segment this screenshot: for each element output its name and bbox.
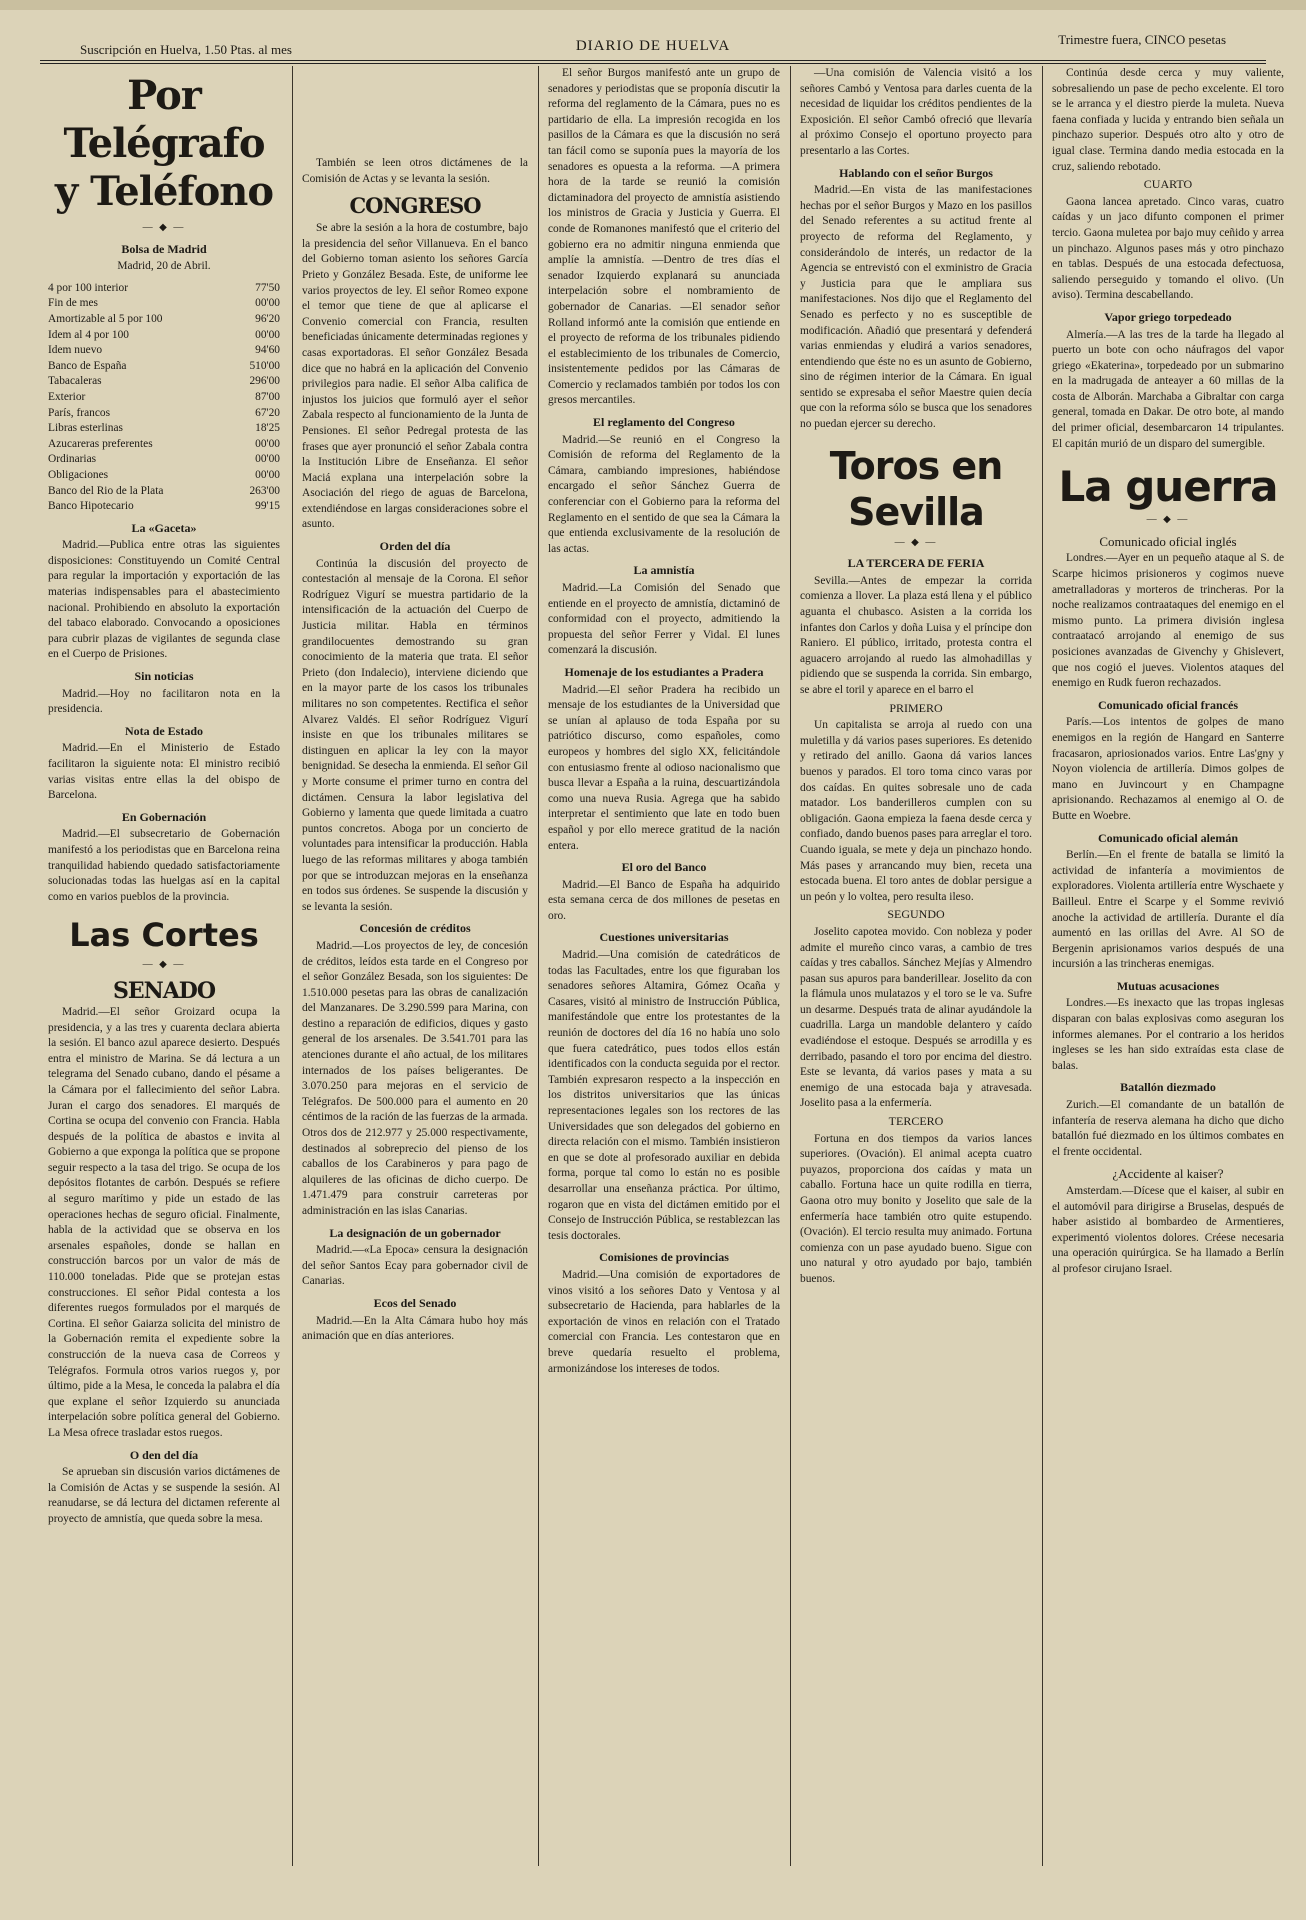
cortes-title: Las Cortes	[69, 916, 259, 955]
stock-value: 00'00	[255, 437, 280, 450]
stock-value: 18'25	[255, 422, 280, 435]
stock-row	[48, 499, 280, 515]
col2-intro: También se leen otros dictámenes de la Comisión de Actas y se levanta la sesión.	[302, 157, 528, 185]
burgos-title: Hablando con el señor Burgos	[839, 165, 993, 180]
ornament: — ◆ —	[142, 959, 186, 971]
aleman-text: Berlín.—En el frente de batalla se limitó la actividad de infantería a movimientos de exploradores. Violenta artillería entre Wyschaete y Bailleul. Entre el Scarpe y el Somme revivió anoche la actividad de artillería. Durante el día aumentó en las orillas del Avre. Al SO de Bergenin aprisionamos varios después de una incursión a las trincheras enemigas.	[1052, 849, 1284, 971]
stock-label: Azucareras preferentes	[48, 437, 153, 450]
senado-text: Madrid.—El señor Groizard ocupa la presidencia, y a las tres y cuarenta declara abierta la sesión. El banco azul aparece desierto. Después entra el ministro de Marina. Se dá lectura a un telegrama del Senado cubano, dando el pésame a la Cámara por el fallecimiento del señor Labra. Juran el cargo dos senadores. El marqués de Cortina se ocupa del convenio con Francia. Habla después de la política de abastos e invita al Gobierno a que exponga la política que se propone seguir respecto a la tasa del trigo. Se ocupa de los depósitos flotantes de carbón. Después se refiere al seguro marítimo y pide un estado de las operaciones hechas de seguro oficial. Finalmente, habla de la actividad que se observa en los arsenales españoles, donde se hallan en construcción barcos por un valor de más de 110.000 toneladas. Pide que se protejan estas construcciones. El señor Pidal contesta a los diferentes ruegos formulados por el marqués de Cortina. El señor Gaiarza solicita del ministro de la Gobernación remita el expediente sobre la construcción de la nueva casa de Correos y Telégrafos. Formula otros varios ruegos y, por último, pide a la Mesa, le conceda la palabra el día que explane el señor Izquierdo su anunciada interpelación sobre política general del Gobierno. La Mesa ofrece trasladar estos ruegos.	[48, 1005, 280, 1439]
aleman-title: Comunicado oficial alemán	[1098, 830, 1238, 845]
stock-label: Banco Hipotecario	[48, 500, 134, 513]
stock-label: Idem nuevo	[48, 344, 103, 357]
orden-dia-title: O den del día	[129, 1447, 199, 1462]
stock-value: 96'20	[255, 312, 280, 325]
section-title-telegrafo: Por Telégrafo y Teléfono	[54, 72, 274, 215]
orden-dia-text: Se aprueban sin discusión varios dictámenes de la Comisión de Actas y se suspende la sesión. Al reanudarse, se dá lectura del dictamen referente al proyecto de amnistía, que queda sobre la mesa.	[48, 1466, 280, 1525]
stock-value: 00'00	[255, 468, 280, 481]
vapor-text: Almería.—A las tres de la tarde ha llegado al puerto un bote con ocho náufragos del vapor griego «Ekaterina», torpedeado por un submarino en la madrugada de anteayer a 60 millas de la costa de Alborán. Marchaba a Gibraltar con carga general, tomada en Dakar. De otro bote, al mando del primer oficial, desembarcaron 14 tripulantes. El capitán murió de un disparo del sumergible.	[1052, 328, 1284, 450]
kaiser-text: Amsterdam.—Dícese que el kaiser, al subir en el automóvil para dirigirse a Bruselas, después de haber asistido al bombardeo de Armentieres, experimentó violentos dolores. Créese necesaria una operación quirúrgica. Se ha llamado a Berlín al profesor cirujano Israel.	[1052, 1185, 1284, 1275]
bolsa-title: Bolsa de Madrid	[121, 241, 207, 256]
column-rule	[292, 66, 293, 1866]
newspaper-name: DIARIO DE HUELVA	[575, 38, 731, 54]
ornament: — ◆ —	[142, 222, 186, 233]
column-3	[548, 66, 780, 1866]
masthead	[40, 30, 1266, 64]
stock-value: 77'50	[255, 281, 280, 294]
stock-label: Exterior	[48, 390, 86, 403]
amnistia-title: La amnistía	[633, 563, 695, 578]
vapor-title: Vapor griego torpedeado	[1104, 309, 1232, 324]
congreso-title: CONGRESO	[349, 193, 481, 219]
stock-row	[48, 468, 280, 484]
stock-label: París, francos	[48, 406, 110, 419]
column-1	[48, 66, 280, 1866]
column-rule	[790, 66, 791, 1866]
stock-value: 296'00	[249, 375, 280, 388]
creditos-text: Madrid.—Los proyectos de ley, de concesión de créditos, leídos esta tarde en el Congreso por el señor González Besada, son los siguientes: De 1.510.000 pesetas para las obras de canalización del Manzanares. De 3.290.599 para Marina, con destino a reparación de edificios, diques y gasto general de los arsenales. De 3.541.701 para las atenciones durante el año actual, de los militares internados de los países beligerantes. De 3.070.250 para mejoras en el servicio de Telégrafos. De 500.000 para el aumento en 20 céntimos de la ración de las fuerzas de la armada. Otros dos de 212.977 y 25.000 respectivamente, destinados al sobreprecio del pienso de los caballos de los Carabineros y para pago de alquileres de las oficinas de dicho cuerpo. De 1.471.479 para construir carreteras por administración en las islas Canarias.	[302, 939, 528, 1217]
congreso-text: Se abre la sesión a la hora de costumbre, bajo la presidencia del señor Villanueva. En el banco del Gobierno toman asiento los señores García Prieto y González Besada. Este, de uniforme lee varios proyectos de ley. El señor Romeo expone el temor que tiene de que al aplicarse el Convenio comercial con Francia, resulten beneficiadas únicamente determinadas regiones y casas exportadoras. El señor González Besada dice que no habrá en la aplicación del Convenio privilegios para nadie. El señor Alba califica de injustos los juicios que formuló ayer el señor Zabala respecto al funcionamiento de la Junta de Pensiones. El señor Pedregal protesta de las frases que ayer pronunció el señor Zabala contra la Institución Libre de Enseñanza. El señor Maciá explana una interpelación sobre la Asociación del riego de aguas de Barcelona, extendiéndose en largas consideraciones sobre el asunto.	[302, 222, 528, 531]
subscription-outside: Trimestre fuera, CINCO pesetas	[1058, 32, 1226, 47]
stock-label: Banco del Rio de la Plata	[48, 484, 164, 497]
sin-noticias-title: Sin noticias	[134, 669, 194, 684]
stock-label: Libras esterlinas	[48, 422, 123, 435]
frances-text: París.—Los intentos de golpes de mano enemigos en la región de Hangard en Santerre fracasaron, apriosionados varios. Entre Las'gny y Noyon violencia de artillería. Dimos golpes de mano en Juvincourt y en Champagne aprisionando. Rechazamos al enemigo al O. de Butte en Woebre.	[1052, 716, 1284, 822]
reglamento-title: El reglamento del Congreso	[593, 415, 735, 430]
senado-title: SENADO	[112, 977, 216, 1004]
stock-label: Tabacaleras	[48, 375, 102, 388]
stock-row	[48, 328, 280, 344]
frances-title: Comunicado oficial francés	[1098, 697, 1238, 712]
batallon-title: Batallón diezmado	[1120, 1080, 1216, 1095]
reglamento-text: Madrid.—Se reunió en el Congreso la Comisión de reforma del Reglamento de la Cámara, cambiando impresiones, habiéndose encargado el señor Sánchez Guerra de conferenciar con el Gobierno para la reforma del Reglamento en el sentido de que sea la Cámara la que entienda exclusivamente de la resolución de las actas.	[548, 433, 780, 555]
gobernador-text: Madrid.—«La Epoca» censura la designación del señor Santos Ecay para gobernador civil de Canarias.	[302, 1244, 528, 1288]
column-4	[800, 66, 1032, 1866]
cuestiones-text: Madrid.—Una comisión de catedráticos de todas las Facultades, entre los que figuraban los senadores señores Altamira, Gómez Ocaña y Casares, visitó al ministro de Instrucción Pública, manifestándole que entre los protestantes de la reunión de doctores del día 16 no había uno solo que fuera catedrático, pues todos ellos están identificados con la conducta seguida por el rector. También expresaron respecto a la inspección en los distritos universitarios que las únicas representaciones legales son los rectores de las Universidades que son delegados del gobierno en directa relación con el mismo. También insistieron en que se dote al profesorado auxiliar en debida forma, porque tal como lo están no es posible desarrollar una enseñanza práctica. Por último, rogaron que en vista del dictámen emitido por el Consejo de Instrucción Pública, se restablezcan las tesis doctorales.	[548, 949, 780, 1242]
stock-row	[48, 374, 280, 390]
column-rule	[1042, 66, 1043, 1866]
stock-value: 99'15	[255, 500, 280, 513]
stock-row	[48, 452, 280, 468]
stock-value: 00'00	[255, 453, 280, 466]
orden-dia-title-2: Orden del día	[379, 539, 451, 554]
stock-label: Banco de España	[48, 359, 127, 372]
column-rule	[538, 66, 539, 1866]
segundo-text: Joselito capotea movido. Con nobleza y poder admite el mureño cinco varas, a cambio de tres caídas y tres caballos. Sánchez Mejías y Almendro pasan sus apuros para banderillear. Joselito da con la flámula unos mulatazos y el toro se le va. Sufre un desarme. Después trata de alinar ayudándole la cuadrilla. Larga un mandoble delantero y caído evadiéndose el estoque. Después se arrodilla y es derribado, pasando el toro por encima del diestro. Este se levanta, dá varios pases y mata a su enemigo de una estocada baja y atravesada. Joselito pasa a la enfermería.	[800, 925, 1032, 1110]
column-5	[1052, 66, 1284, 1866]
gobernacion-title: En Gobernación	[121, 809, 207, 824]
nota-estado-title: Nota de Estado	[124, 723, 203, 738]
stock-label: Idem al 4 por 100	[48, 328, 129, 341]
stock-row	[48, 312, 280, 328]
col4-intro: —Una comisión de Valencia visitó a los señores Cambó y Ventosa para darles cuenta de la necesidad de liquidar los créditos pendientes de la Exposición. El señor Cambó ofreció que llevaría al próximo Consejo el oportuno proyecto para presentarlo a las Cortes.	[800, 67, 1032, 157]
stock-value: 67'20	[255, 406, 280, 419]
kaiser-title: ¿Accidente al kaiser?	[1112, 1166, 1224, 1182]
stock-row	[48, 390, 280, 406]
ecos-text: Madrid.—En la Alta Cámara hubo hoy más animación que en días anteriores.	[302, 1314, 528, 1343]
sin-noticias-text: Madrid.—Hoy no facilitaron nota en la presidencia.	[48, 687, 280, 716]
primero-text: Un capitalista se arroja al ruedo con una muletilla y dá varios pases superiores. Es detenido y retirado del anillo. Gaona dá varios lances buenos y parados. El toro toma cinco varas por dos caídas. En quites sobresale uno de cada matador. Los banderilleros cumplen con su obligación. Gaona empieza la faena desde cerca y confiado, dando buenos pases para arreglar el toro. Cuando iguala, se mete y deja un pinchazo hondo. Más pases y arrancando muy bien, receta una estocada buena. El toro antes de doblar persigue a un peón y lo voltea, pero resulta ileso.	[800, 719, 1032, 903]
column-2	[302, 66, 528, 1866]
stock-value: 263'00	[249, 484, 280, 497]
stock-label: 4 por 100 interior	[48, 281, 129, 294]
stock-table	[48, 281, 280, 515]
stock-row	[48, 484, 280, 500]
stock-value: 87'00	[255, 390, 280, 403]
stock-row	[48, 359, 280, 375]
gaceta-title: La «Gaceta»	[131, 520, 197, 535]
oro-text: Madrid.—El Banco de España ha adquirido esta semana cerca de dos millones de pesetas en oro.	[548, 878, 780, 922]
oro-title: El oro del Banco	[621, 860, 707, 875]
toros-intro: Sevilla.—Antes de empezar la corrida comienza a llover. La plaza está llena y el público aguanta el chubasco. Asisten a la corrida los infantes don Carlos y doña Luisa y el príncipe don Raniero. El público, irritado, protesta contra el aguacero arrojando al ruedo las almohadillas y pidiendo que se suspenda la corrida. Sin embargo, se abre el toril y aparece en el barro el	[800, 574, 1032, 696]
homenaje-title: Homenaje de los estudiantes a Pradera	[564, 664, 764, 679]
stock-row	[48, 437, 280, 453]
primero-title: PRIMERO	[889, 700, 943, 715]
stock-label: Amortizable al 5 por 100	[48, 312, 163, 325]
gaceta-text: Madrid.—Publica entre otras las siguientes disposiciones: Constituyendo un Comité Central para regular la importación y exportación de las materias indispensables para el abastecimiento nacional. Prohibiendo en absoluto la exportación del tabaco elaborado. Convocando a oposiciones para cubrir plazas de vigilantes de segunda clase en el Cuerpo de Prisiones.	[48, 539, 280, 661]
stock-value: 94'60	[255, 344, 280, 357]
amnistia-text: Madrid.—La Comisión del Senado que entiende en el proyecto de amnistía, dictaminó de conformidad con el proyecto, admitiendo la propuesta del señor Ferrer y Vidal. El lunes comenzará la discusión.	[548, 582, 780, 657]
nota-estado-text: Madrid.—En el Ministerio de Estado facilitaron la siguiente nota: El ministro recibió varias visitas entre ellas la del obispo de Barcelona.	[48, 742, 280, 802]
orden-dia-text-2: Continúa la discusión del proyecto de contestación al mensaje de la Corona. El señor Rodríguez Vigurí se muestra partidario de la intensificación de la actuación del Cuerpo de Justicia militar. Habla en términos grandilocuentes demostrando su gran conocimiento de la materia que trata. El señor Prieto (don Indalecio), interviene diciendo que en la mayor parte de los casos los tribunales militares no son competentes. Rectifica el señor Alvarez Valdés. El señor Rodríguez Vigurí insiste en que los tribunales militares se distinguen en aplicar la ley con la mayor benignidad. Se desecha la enmienda. El señor Gil y Morte consume el primer turno en contra del dictámen. Censura la labor legislativa del Gobierno y lamenta que quede limitada a cuatro puntos concretos. Aboga por un concierto de voluntades para intensificar la producción. Habla luego de las reformas militares y aboga también por que se introduzcan mejoras en la enseñanza en todos sus órdenes. Se suspende la discusión y se levanta la sesión.	[302, 557, 528, 913]
stock-label: Ordinarias	[48, 453, 97, 466]
comisiones-title: Comisiones de provincias	[599, 1250, 729, 1265]
bolsa-date: Madrid, 20 de Abril.	[117, 260, 211, 273]
gobernador-title: La designación de un gobernador	[329, 1225, 501, 1240]
stock-row	[48, 343, 280, 359]
cuarto-text: Gaona lancea apretado. Cinco varas, cuatro caídas y un jaco difunto componen el primer tercio. Gaona muletea por bajo muy ceñido y arrea un pinchazo. Algunos pases más y otro pinchazo en tablas. Después de una estocada defectuosa, saliendo perseguido y tomando el olivo. (Un aviso). Termina descabellando.	[1052, 195, 1284, 302]
mutuas-title: Mutuas acusaciones	[1116, 978, 1220, 993]
tercero-text: Fortuna en dos tiempos da varios lances superiores. (Ovación). El animal acepta cuatro puyazos, proporciona dos caídas y mata un caballo. Fortuna hace un quite rodilla en tierra, Gaona otro muy bonito y Joselito que sale de la enfermería hace también otro quite estupendo. (Ovación). El tercio resulta muy animado. Fortuna comienza con un pase ayudado bueno. Sigue con uno natural y otro ayudado por bajo, también buenos.	[800, 1132, 1032, 1285]
comisiones-text: Madrid.—Una comisión de exportadores de vinos visitó a los señores Dato y Ventosa y al subsecretario de Hacienda, para hablarles de la exportación de vinos en relación con el Tratado comercial con Francia. Les contestaron que en breve quedaría resuelto el problema, armonizándose los intereses de todos.	[548, 1268, 780, 1375]
stock-value: 00'00	[255, 297, 280, 310]
guerra-title: La guerra	[1058, 462, 1278, 512]
cuarto-title: CUARTO	[1143, 177, 1193, 192]
stock-row	[48, 421, 280, 437]
stock-label: Fin de mes	[48, 297, 98, 310]
cuestiones-title: Cuestiones universitarias	[599, 930, 729, 945]
toros-title: Toros en Sevilla	[829, 443, 1003, 534]
tercera-feria-title: LA TERCERA DE FERIA	[847, 556, 985, 571]
header-rule	[40, 60, 1266, 64]
segundo-title: SEGUNDO	[887, 907, 945, 922]
col3-intro: El señor Burgos manifestó ante un grupo de senadores y periodistas que se proponía discutir la reforma del reglamento de la Cámara, pues no es partidario de ella. La impresión recogida en los pasillos de la Cámara es que la discusión no será tan fácil como se suponía pues la mayoría de los senadores es opuesta a la reforma. —A primera hora de la tarde se reunió la comisión dictaminadora del proyecto de amnistía asistiendo los ministros de Gracia y Justicia y Guerra. El conde de Romanones manifestó que el criterio del gobierno era no admitir ninguna enmienda que amplíe la amnistía. —Dentro de tres días el senador Izquierdo explanará su anunciada interpelación sobre el nombramiento de gobernador de Canarias. —El senador señor Rolland informó ante la comisión que entiende en el proyecto de reforma de los tribunales pidiendo el establecimiento de los tribunales de Comercio, insistentemente pedidos por las Cámaras de Comercio y reclamados también por todos los con gresos mercantiles.	[548, 67, 780, 407]
mutuas-text: Londres.—Es inexacto que las tropas inglesas disparan con balas explosivas como aseguran los informes alemanes. Por el contrario a los heridos ingleses se les han sido extraídas esta clase de balas.	[1052, 997, 1284, 1072]
creditos-title: Concesión de créditos	[359, 921, 471, 936]
stock-row	[48, 296, 280, 312]
gobernacion-text: Madrid.—El subsecretario de Gobernación manifestó a los periodistas que en Barcelona reina tranquilidad habiendo quedado satisfactoriamente solucionadas todas las huelgas así en la capital como en varios pueblos de la provincia.	[48, 828, 280, 903]
stock-label: Obligaciones	[48, 468, 109, 481]
ingles-text: Londres.—Ayer en un pequeño ataque al S. de Scarpe hicimos prisioneros y cogimos nueve ametralladoras y morteros de trincheras. Por la noche realizamos contraataques del enemigo en el mismo punto. La primera división inglesa contraatacó arrojando al enemigo de sus posiciones avanzadas de Givenchy y Ghislevert, que nos cogió el jueves. Violentos ataques del enemigo en Rudk fueron rechazados.	[1052, 552, 1284, 690]
ingles-title: Comunicado oficial inglés	[1099, 533, 1237, 549]
stock-value: 510'00	[249, 359, 280, 372]
subscription-local: Suscripción en Huelva, 1.50 Ptas. al mes	[80, 42, 292, 57]
ornament: — ◆ —	[1146, 514, 1190, 526]
stock-value: 00'00	[255, 328, 280, 341]
homenaje-text: Madrid.—El señor Pradera ha recibido un mensaje de los estudiantes de la Universidad que se unían al aplauso de toda España por su patriótico discurso, como españoles, como europeos y hombres del siglo XX, felicitándole con entusiasmo frente al odioso nacionalismo que busca llevar a España a la ruina, descuartizándola como una nueva Rusia. Agrega que ha sabido interpretar el sentimiento que late en todo buen español y por ello merece gratitud de la nación entera.	[548, 683, 780, 852]
batallon-text: Zurich.—El comandante de un batallón de infantería de reserva alemana ha dicho que dicho batallón fué diezmado en los últimos combates en el frente occidental.	[1052, 1099, 1284, 1158]
ecos-title: Ecos del Senado	[373, 1295, 457, 1310]
col5-intro: Continúa desde cerca y muy valiente, sobresaliendo un pase de pecho excelente. El toro se le arranca y el diestro pierde la muleta. Nueva faena confiada y lucida y entrando bien señala un pinchazo superior. Después otro alto y otro de igual clase. Termina dando media estocada en la cruz, saliendo rebotado.	[1052, 67, 1284, 173]
stock-row	[48, 281, 280, 297]
tercero-title: TERCERO	[888, 1114, 944, 1129]
ornament: — ◆ —	[894, 536, 938, 548]
top-border	[0, 0, 1306, 10]
burgos-text: Madrid.—En vista de las manifestaciones hechas por el señor Burgos y Mazo en los pasillos del Senado referentes a su actitud frente al proyecto de reforma del Reglamento, y considerándolo de interés, un redactor de la Agencia se entrevistó con el exministro de Gracia y Justicia para que le ampliara sus manifestaciones. Nos dijo que el Reglamento del Senado es perfecto y no es susceptible de modificación. Añadió que presentará y defenderá varias enmiendas y eludirá a varios senadores, entendiendo que éste no es un asunto de Gobierno, sino de régimen interior de la Cámara. En igual sentido se expresaba el señor Maestre quien decía que con la reforma sólo se busca que los senadores no puedan ejercer su derecho.	[800, 184, 1032, 431]
stock-row	[48, 406, 280, 422]
